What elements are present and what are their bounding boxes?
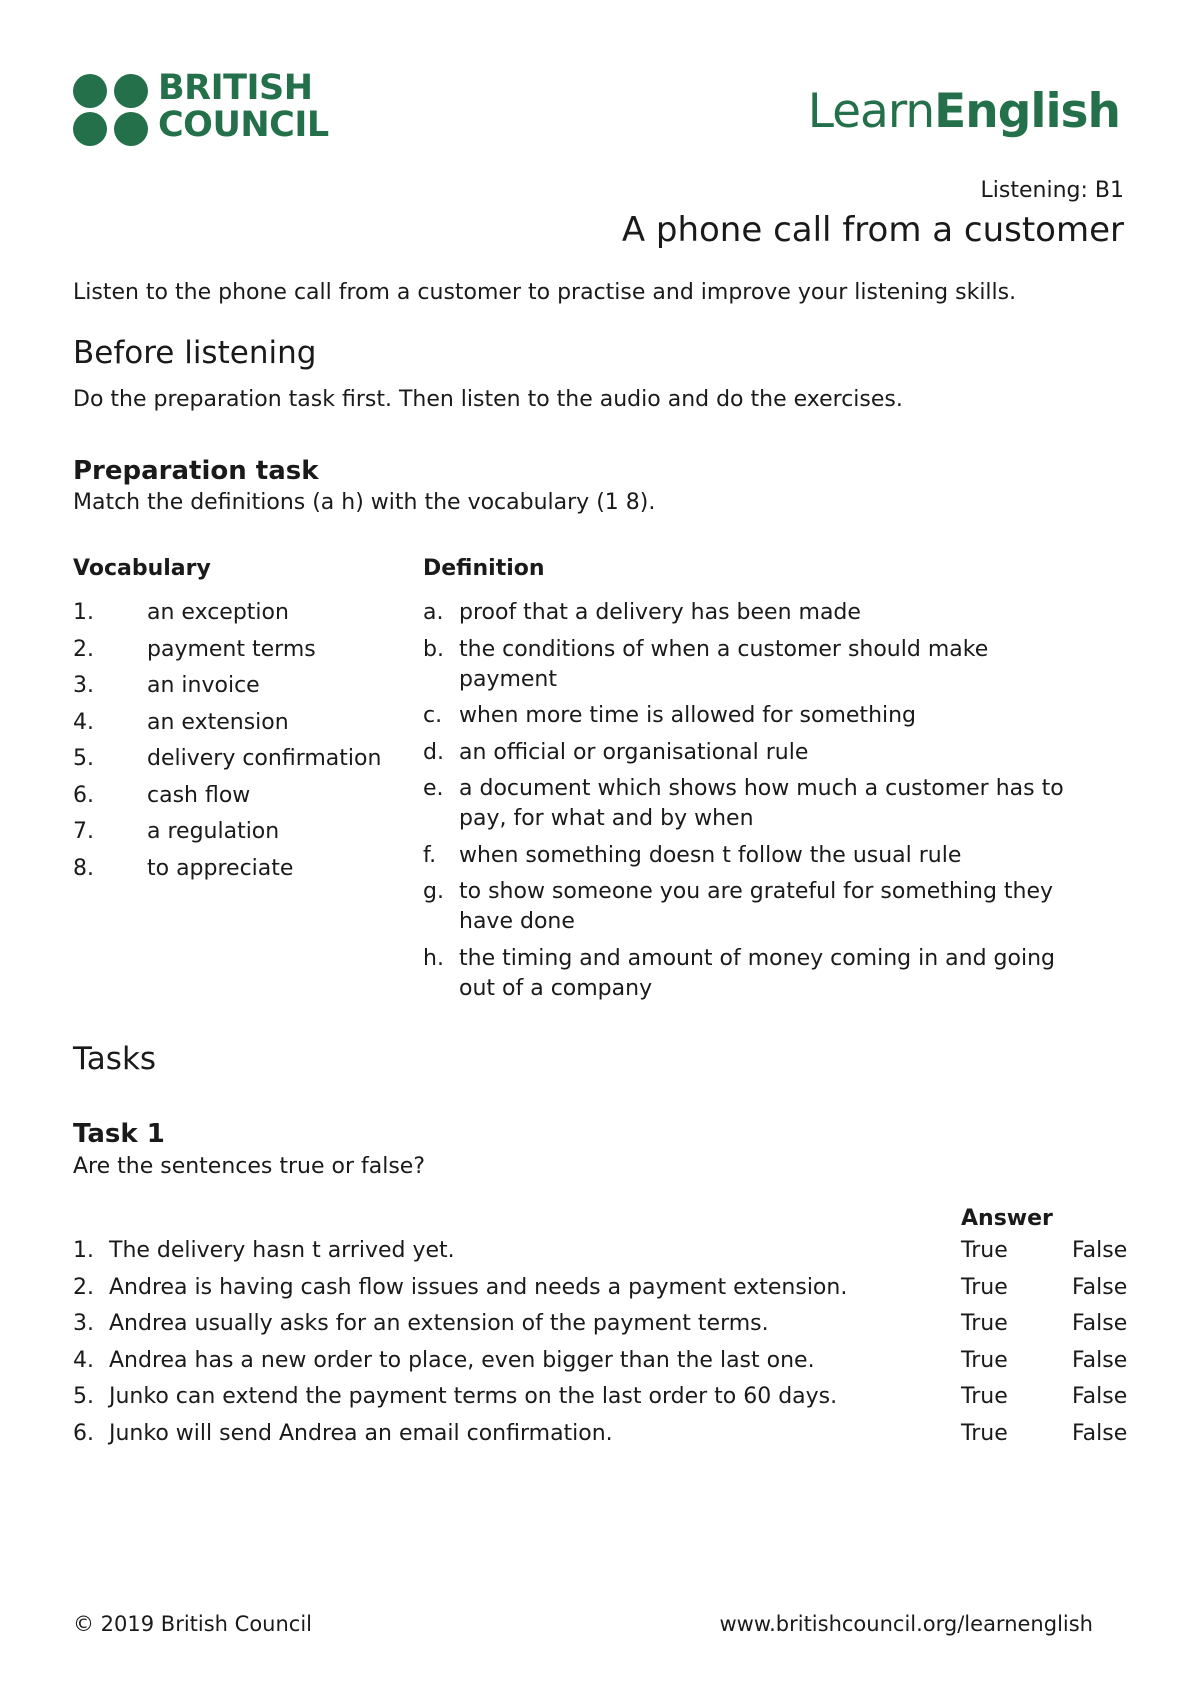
task-1-item-number: 1. [73, 1238, 94, 1263]
preparation-task-heading: Preparation task [73, 456, 319, 486]
british-council-logo-dots-icon [73, 74, 148, 146]
logo-line-1: BRITISH [158, 68, 313, 108]
vocabulary-item [73, 744, 403, 781]
false-option[interactable]: False [1072, 1384, 1128, 1409]
vocabulary-column-heading: Vocabulary [73, 556, 211, 581]
vocabulary-item [73, 781, 403, 818]
task-1-item-number: 2. [73, 1274, 94, 1300]
learnenglish-logo [808, 84, 1120, 140]
definition-column-heading: Definition [423, 556, 545, 581]
task-1-sentence: Andrea usually asks for an extension of the payment terms. [109, 1311, 769, 1336]
definition-text: an official or organisational rule [459, 739, 809, 765]
definition-letter: e. [423, 776, 444, 801]
definition-item [423, 701, 1093, 731]
definition-letter: f. [423, 842, 437, 868]
vocabulary-number: 8. [73, 855, 94, 881]
definition-item [423, 841, 1093, 871]
definition-item [423, 738, 1093, 768]
definition-text: proof that a delivery has been made [459, 600, 861, 625]
vocabulary-item [73, 817, 403, 854]
definition-letter: a. [423, 600, 444, 625]
task-1-item [73, 1382, 1133, 1419]
definition-item [423, 877, 1093, 937]
answer-column-heading: Answer [961, 1206, 1053, 1231]
vocabulary-word: an invoice [147, 673, 260, 698]
task-1-item-number: 3. [73, 1311, 94, 1336]
true-option[interactable]: True [961, 1274, 1008, 1300]
false-option[interactable]: False [1072, 1311, 1128, 1336]
vocabulary-item [73, 708, 403, 745]
true-option[interactable]: True [961, 1384, 1008, 1409]
task-1-item-number: 5. [73, 1384, 94, 1409]
tasks-heading: Tasks [73, 1041, 157, 1077]
vocabulary-number: 2. [73, 636, 94, 662]
page-title: A phone call from a customer [621, 210, 1124, 250]
vocabulary-word: delivery confirmation [147, 746, 382, 771]
vocabulary-word: an extension [147, 709, 289, 735]
task-1-item [73, 1236, 1133, 1273]
before-listening-text: Do the preparation task first. Then listen to the audio and do the exercises. [73, 387, 903, 412]
task-1-sentence: Junko will send Andrea an email confirmation. [109, 1420, 613, 1446]
vocabulary-number: 3. [73, 673, 94, 698]
vocabulary-number: 1. [73, 600, 94, 625]
false-option[interactable]: False [1072, 1238, 1128, 1263]
vocabulary-number: 4. [73, 709, 94, 735]
logo-line-2: COUNCIL [158, 105, 329, 145]
definition-letter: h. [423, 945, 444, 971]
task-1-item-number: 4. [73, 1347, 94, 1373]
true-option[interactable]: True [961, 1420, 1008, 1446]
definition-text: the timing and amount of money coming in and going out of a company [459, 945, 1055, 1001]
true-option[interactable]: True [961, 1311, 1008, 1336]
task-1-item [73, 1273, 1133, 1310]
false-option[interactable]: False [1072, 1274, 1128, 1300]
definition-text: to show someone you are grateful for something they have done [459, 879, 1054, 934]
task-1-item-number: 6. [73, 1420, 94, 1446]
definition-item [423, 598, 1093, 628]
vocabulary-word: an exception [147, 600, 289, 625]
vocabulary-number: 6. [73, 782, 94, 808]
task-1-item [73, 1419, 1133, 1456]
definition-text: a document which shows how much a customer has to pay, for what and by when [459, 776, 1064, 831]
brand-english: English [934, 84, 1120, 139]
intro-text: Listen to the phone call from a customer to practise and improve your listening skills. [73, 280, 1017, 305]
true-option[interactable]: True [961, 1238, 1008, 1263]
definition-item [423, 944, 1093, 1004]
definition-list [423, 598, 1093, 1010]
false-option[interactable]: False [1072, 1420, 1128, 1446]
task-1-sentence: Andrea has a new order to place, even bigger than the last one. [109, 1347, 815, 1373]
task-1-item [73, 1309, 1133, 1346]
footer-url[interactable]: www.britishcouncil.org/learnenglish [719, 1612, 1093, 1636]
definition-letter: c. [423, 703, 443, 728]
vocabulary-word: cash flow [147, 782, 251, 808]
vocabulary-number: 5. [73, 746, 94, 771]
task-1-sentence: Junko can extend the payment terms on the last order to 60 days. [109, 1384, 838, 1409]
vocabulary-item [73, 671, 403, 708]
vocabulary-word: a regulation [147, 819, 280, 844]
task-1-item [73, 1346, 1133, 1383]
vocabulary-item [73, 598, 403, 635]
vocabulary-word: payment terms [147, 636, 316, 662]
task-1-sentence: The delivery hasn t arrived yet. [109, 1238, 455, 1263]
footer-copyright: © 2019 British Council [73, 1612, 313, 1636]
british-council-logo-text [158, 70, 329, 144]
definition-item [423, 774, 1093, 834]
vocabulary-word: to appreciate [147, 855, 294, 881]
vocabulary-list [73, 598, 403, 890]
brand-learn: Learn [807, 84, 935, 139]
vocabulary-item [73, 854, 403, 891]
before-listening-heading: Before listening [73, 335, 317, 371]
false-option[interactable]: False [1072, 1347, 1128, 1373]
definition-text: when more time is allowed for something [459, 703, 917, 728]
definition-letter: d. [423, 739, 444, 765]
task-1-list [73, 1236, 1133, 1455]
preparation-instruction: Match the definitions (a h) with the vocabulary (1 8). [73, 490, 656, 515]
vocabulary-number: 7. [73, 819, 94, 844]
task-1-instruction: Are the sentences true or false? [73, 1154, 426, 1179]
definition-letter: b. [423, 636, 444, 662]
true-option[interactable]: True [961, 1347, 1008, 1373]
level-label: Listening: B1 [980, 178, 1124, 203]
task-1-heading: Task 1 [73, 1119, 165, 1149]
definition-text: when something doesn t follow the usual rule [459, 842, 962, 868]
definition-item [423, 635, 1093, 695]
vocabulary-item [73, 635, 403, 672]
definition-letter: g. [423, 879, 444, 904]
task-1-sentence: Andrea is having cash flow issues and needs a payment extension. [109, 1274, 848, 1300]
definition-text: the conditions of when a customer should make payment [459, 636, 989, 692]
